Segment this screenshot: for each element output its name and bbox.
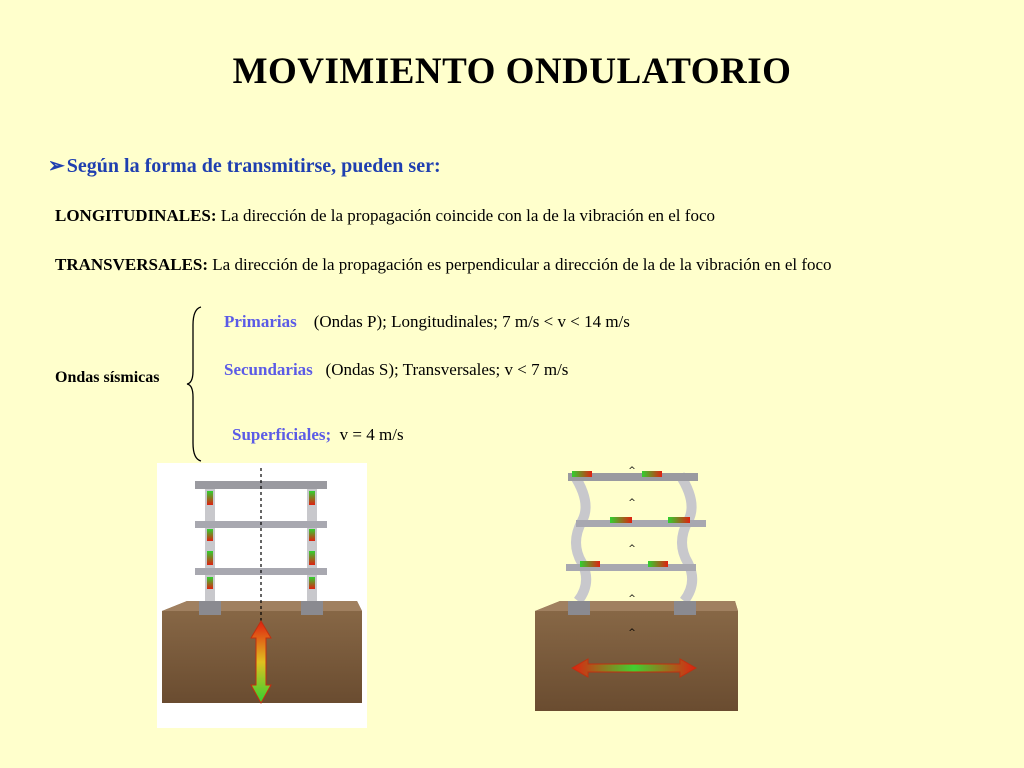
transversales-term: TRANSVERSALES: <box>55 255 209 274</box>
longitudinales-text: La dirección de la propagación coincide con la de la vibración en el foco <box>216 206 715 225</box>
transversales-line <box>55 255 832 275</box>
wave-name: Superficiales; <box>232 425 332 444</box>
subtitle-text: Según la forma de transmitirse, pueden ser: <box>66 155 441 177</box>
s-wave-building-illustration <box>530 463 740 713</box>
wave-detail: (Ondas S); Transversales; v < 7 m/s <box>325 360 569 379</box>
svg-text:^: ^ <box>628 466 636 476</box>
p-wave-building-illustration <box>157 463 367 728</box>
brace-icon <box>185 305 203 463</box>
wave-item-superficiales <box>232 425 404 445</box>
bullet-arrow-icon: ➢ <box>48 155 65 177</box>
wave-item-primarias <box>224 312 630 332</box>
wave-name: Primarias <box>224 312 297 331</box>
wave-detail: (Ondas P); Longitudinales; 7 m/s < v < 14 m/s <box>313 312 630 331</box>
wave-name: Secundarias <box>224 360 313 379</box>
longitudinales-line <box>55 206 715 226</box>
svg-text:^: ^ <box>628 498 636 508</box>
transversales-text: La dirección de la propagación es perpendicular a dirección de la de la vibración en el foco <box>208 255 832 274</box>
subtitle <box>48 153 441 178</box>
page-title: MOVIMIENTO ONDULATORIO <box>232 51 792 92</box>
svg-text:^: ^ <box>628 628 636 638</box>
svg-text:^: ^ <box>628 544 636 554</box>
longitudinales-term: LONGITUDINALES: <box>55 206 217 225</box>
ondas-sismicas-label: Ondas sísmicas <box>55 369 160 386</box>
svg-text:^: ^ <box>628 594 636 604</box>
wave-detail: v = 4 m/s <box>339 425 404 444</box>
wave-item-secundarias <box>224 360 568 380</box>
